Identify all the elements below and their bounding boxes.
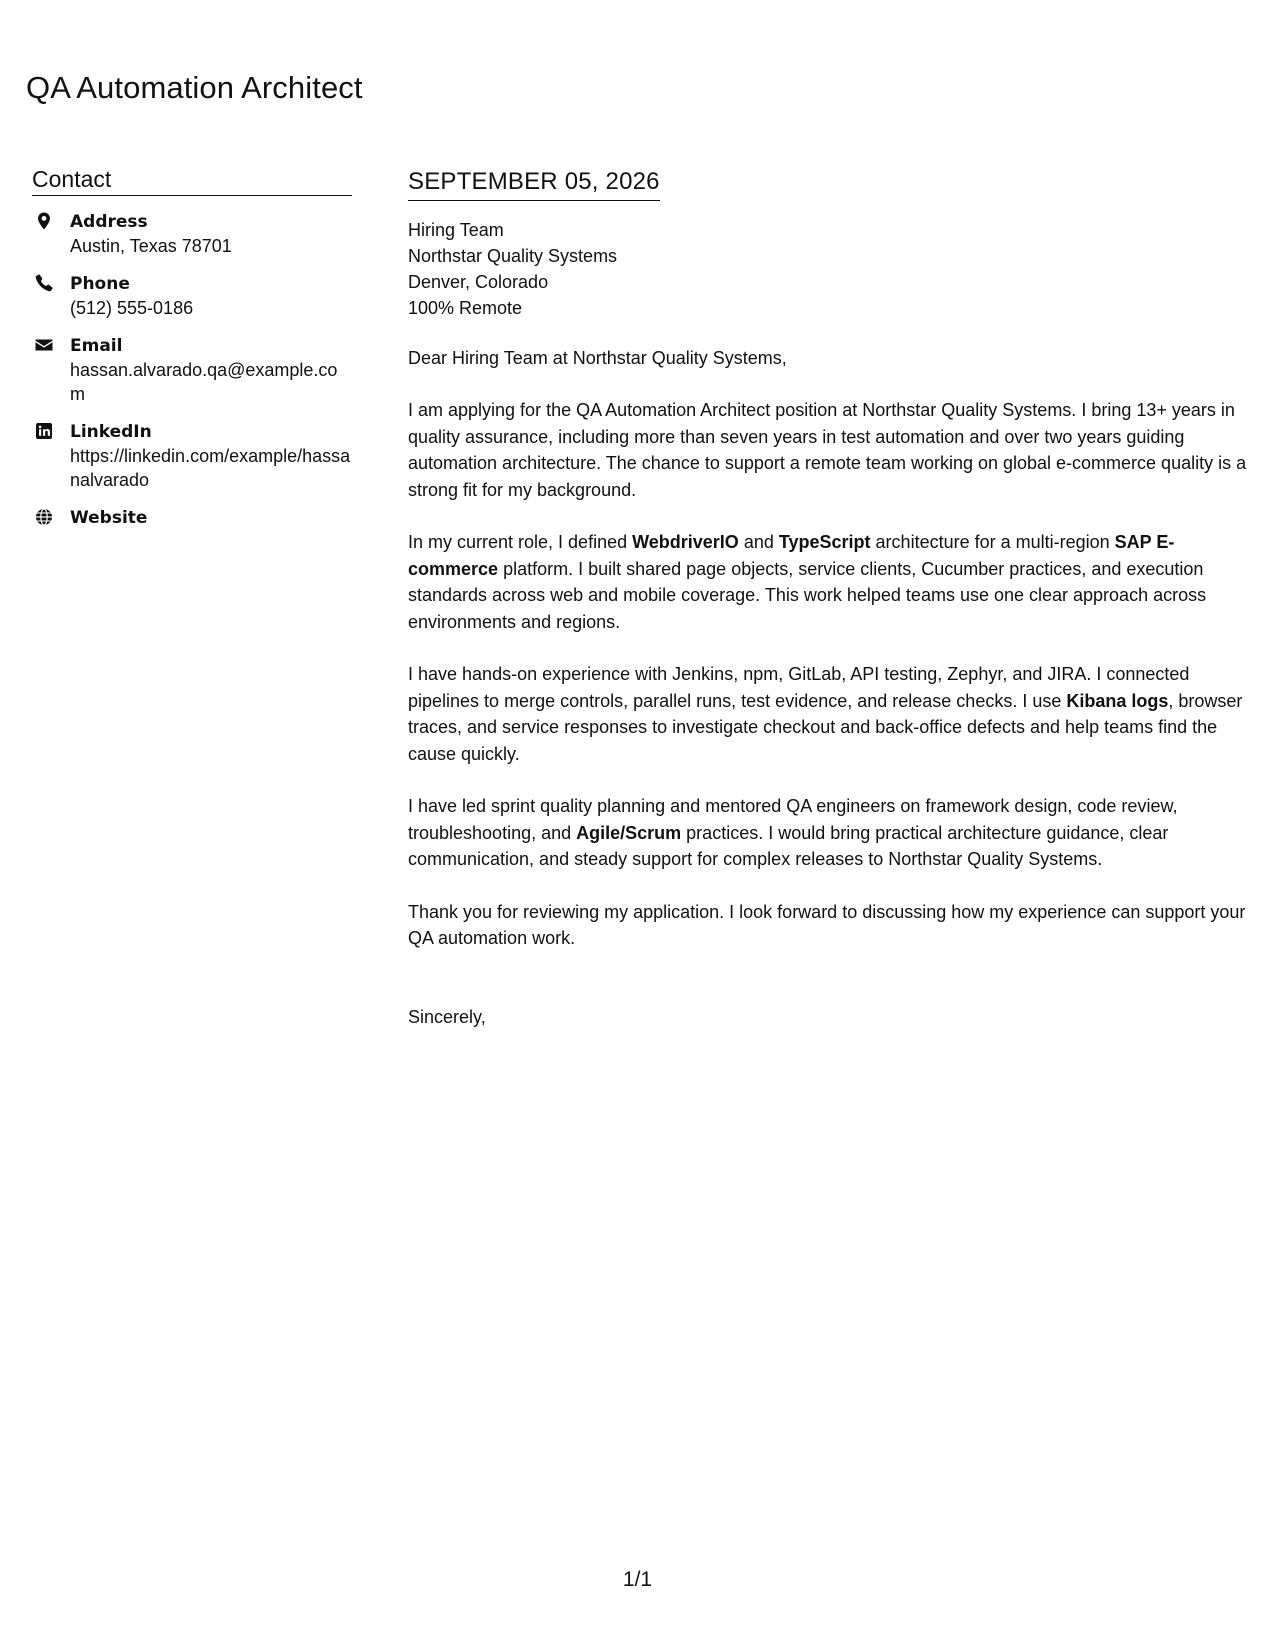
recipient-line: 100% Remote xyxy=(408,298,523,318)
text-run: platform. I built shared page objects, service clients, Cucumber practices, and execution standards across web and mobile coverage. This work helped teams use one clear approach across environments and regions. xyxy=(408,558,1207,632)
text-run: architecture for a multi-region xyxy=(870,532,1115,552)
body-paragraph xyxy=(408,793,1250,873)
recipient-block xyxy=(408,217,1250,321)
text-run: practices. I would bring practical architecture guidance, clear communication, and steady support for complex releases to Northstar Quality Systems. xyxy=(408,822,1169,869)
contact-value[interactable]: hassan.alvarado.qa@example.com xyxy=(70,360,338,404)
letter-date: SEPTEMBER 05, 2026 xyxy=(408,168,660,201)
body-paragraph xyxy=(408,899,1250,952)
text-run: I have led sprint quality planning and mentored QA engineers on framework design, code review, troubleshooting, and xyxy=(408,796,1178,843)
recipient-line: Hiring Team xyxy=(408,220,504,240)
contact-website xyxy=(32,506,352,530)
contact-label: LinkedIn xyxy=(70,422,152,442)
contact-label: Email xyxy=(70,336,123,356)
page-number: 1/1 xyxy=(622,1568,653,1591)
text-run: and xyxy=(738,532,779,552)
text-run: In my current role, I defined xyxy=(408,532,633,552)
document-title: QA Automation Architect xyxy=(26,70,363,105)
letter-paragraphs xyxy=(408,397,1250,952)
letter-body xyxy=(408,168,1250,1030)
text-run: I am applying for the QA Automation Architect position at Northstar Quality Systems. I bring 13+ years in quality assurance, including more than seven years in test automation and over two years guiding automation architecture. The chance to support a remote team working on global e-commerce quality is a strong fit for my background. xyxy=(408,400,1247,500)
map-pin-icon xyxy=(34,211,54,231)
bold-term: TypeScript xyxy=(778,532,871,552)
contact-linkedin xyxy=(32,420,352,492)
text-run: I have hands-on experience with Jenkins, npm, GitLab, API testing, Zephyr, and JIRA. I connected pipelines to merge controls, parallel runs, test evidence, and release checks. I use xyxy=(408,664,1190,711)
bold-term: SAP E-commerce xyxy=(408,532,1175,579)
linkedin-icon xyxy=(34,421,54,441)
body-paragraph xyxy=(408,529,1250,635)
bold-term: Kibana logs xyxy=(1066,690,1169,711)
bold-term: Agile/Scrum xyxy=(576,822,682,843)
globe-icon xyxy=(34,507,54,527)
contact-value: (512) 555-0186 xyxy=(70,298,194,318)
contact-label: Website xyxy=(70,508,148,528)
contact-email xyxy=(32,334,352,406)
contact-address xyxy=(32,210,352,258)
body-paragraph xyxy=(408,661,1250,767)
text-run: , browser traces, and service responses to investigate checkout and back-office defects and help teams find the cause quickly. xyxy=(408,690,1243,764)
contact-sidebar xyxy=(32,166,352,544)
contact-label: Phone xyxy=(70,274,130,294)
recipient-line: Denver, Colorado xyxy=(408,272,549,292)
contact-list xyxy=(32,210,352,530)
closing: Sincerely, xyxy=(408,1006,486,1027)
contact-value[interactable]: https://linkedin.com/example/hassanalvarado xyxy=(70,446,351,490)
recipient-line: Northstar Quality Systems xyxy=(408,246,618,266)
contact-label: Address xyxy=(70,212,148,232)
contact-heading: Contact xyxy=(32,166,352,196)
bold-term: WebdriverIO xyxy=(632,532,739,552)
salutation: Dear Hiring Team at Northstar Quality Systems, xyxy=(408,348,787,368)
phone-icon xyxy=(34,273,54,293)
envelope-icon xyxy=(34,335,54,355)
text-run: Thank you for reviewing my application. I look forward to discussing how my experience can support your QA automation work. xyxy=(408,901,1246,948)
body-paragraph xyxy=(408,397,1250,503)
contact-value: Austin, Texas 78701 xyxy=(70,236,232,256)
contact-phone xyxy=(32,272,352,320)
